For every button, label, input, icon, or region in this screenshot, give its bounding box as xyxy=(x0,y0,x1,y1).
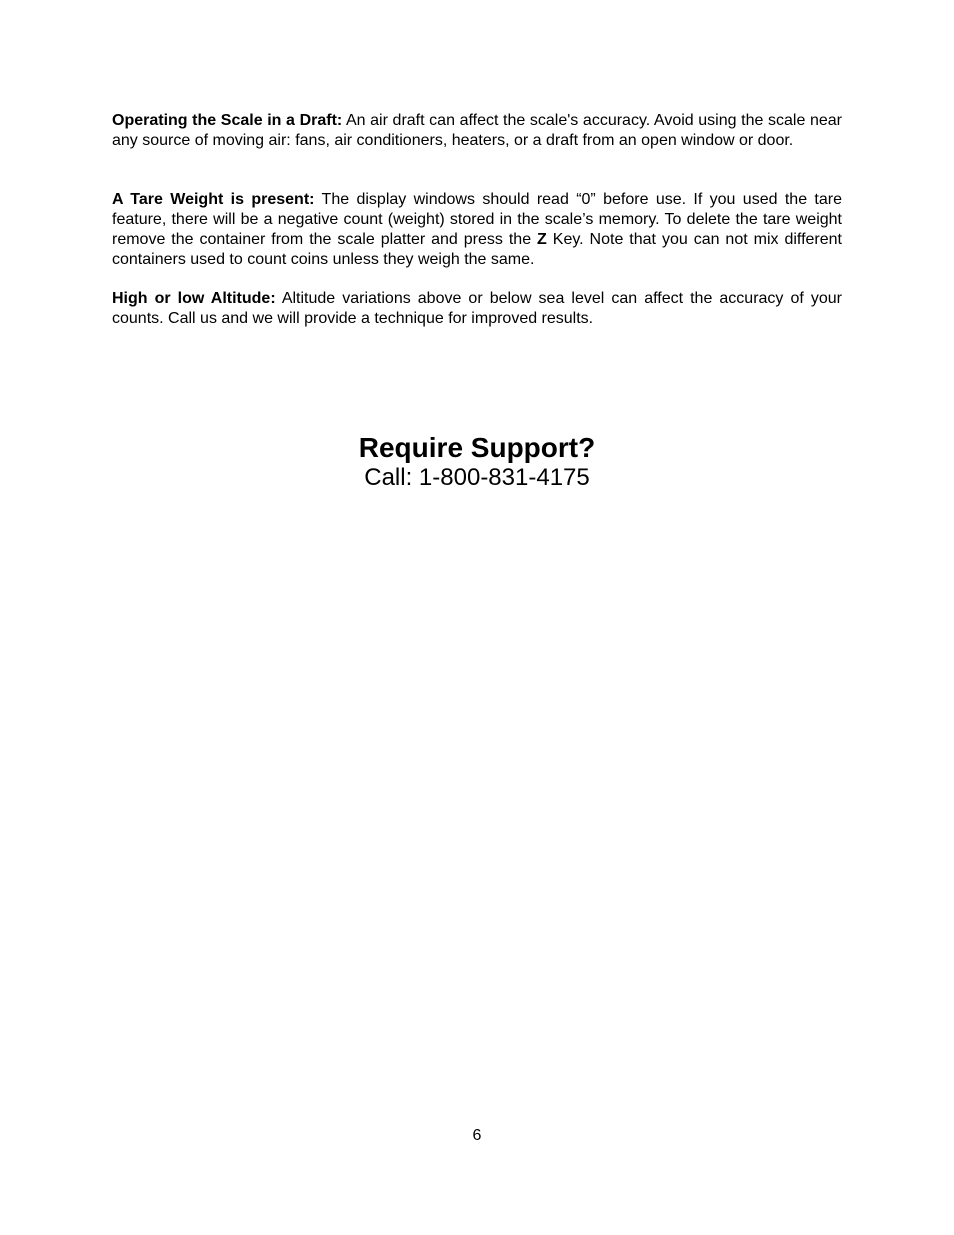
altitude-paragraph xyxy=(112,289,842,329)
tare-weight-text-after: Key. Note that you can not mix different containers used to count coins unless they weigh the same. xyxy=(112,231,842,268)
draft-paragraph xyxy=(112,111,842,151)
support-title: Require Support? xyxy=(358,432,596,463)
altitude-text: Altitude variations above or below sea level can affect the accuracy of your counts. Call us and we will provide a technique for improved results. xyxy=(112,290,843,327)
altitude-heading: High or low Altitude: xyxy=(112,290,276,307)
tare-weight-paragraph xyxy=(112,190,842,270)
z-key-label: Z xyxy=(537,231,547,248)
tare-weight-heading: A Tare Weight is present: xyxy=(112,191,315,208)
page-number: 6 xyxy=(472,1127,482,1144)
draft-heading: Operating the Scale in a Draft: xyxy=(112,112,343,129)
support-phone: Call: 1-800-831-4175 xyxy=(364,464,590,491)
draft-text: An air draft can affect the scale's accuracy. Avoid using the scale near any source of moving air: fans, air conditioners, heaters, or a draft from an open window or door. xyxy=(112,112,842,149)
tare-weight-text-before: The display windows should read “0” before use. If you used the tare feature, there will be a negative count (weight) stored in the scale’s memory. To delete the tare weight remove the container from the scale platter and press the xyxy=(112,191,843,248)
